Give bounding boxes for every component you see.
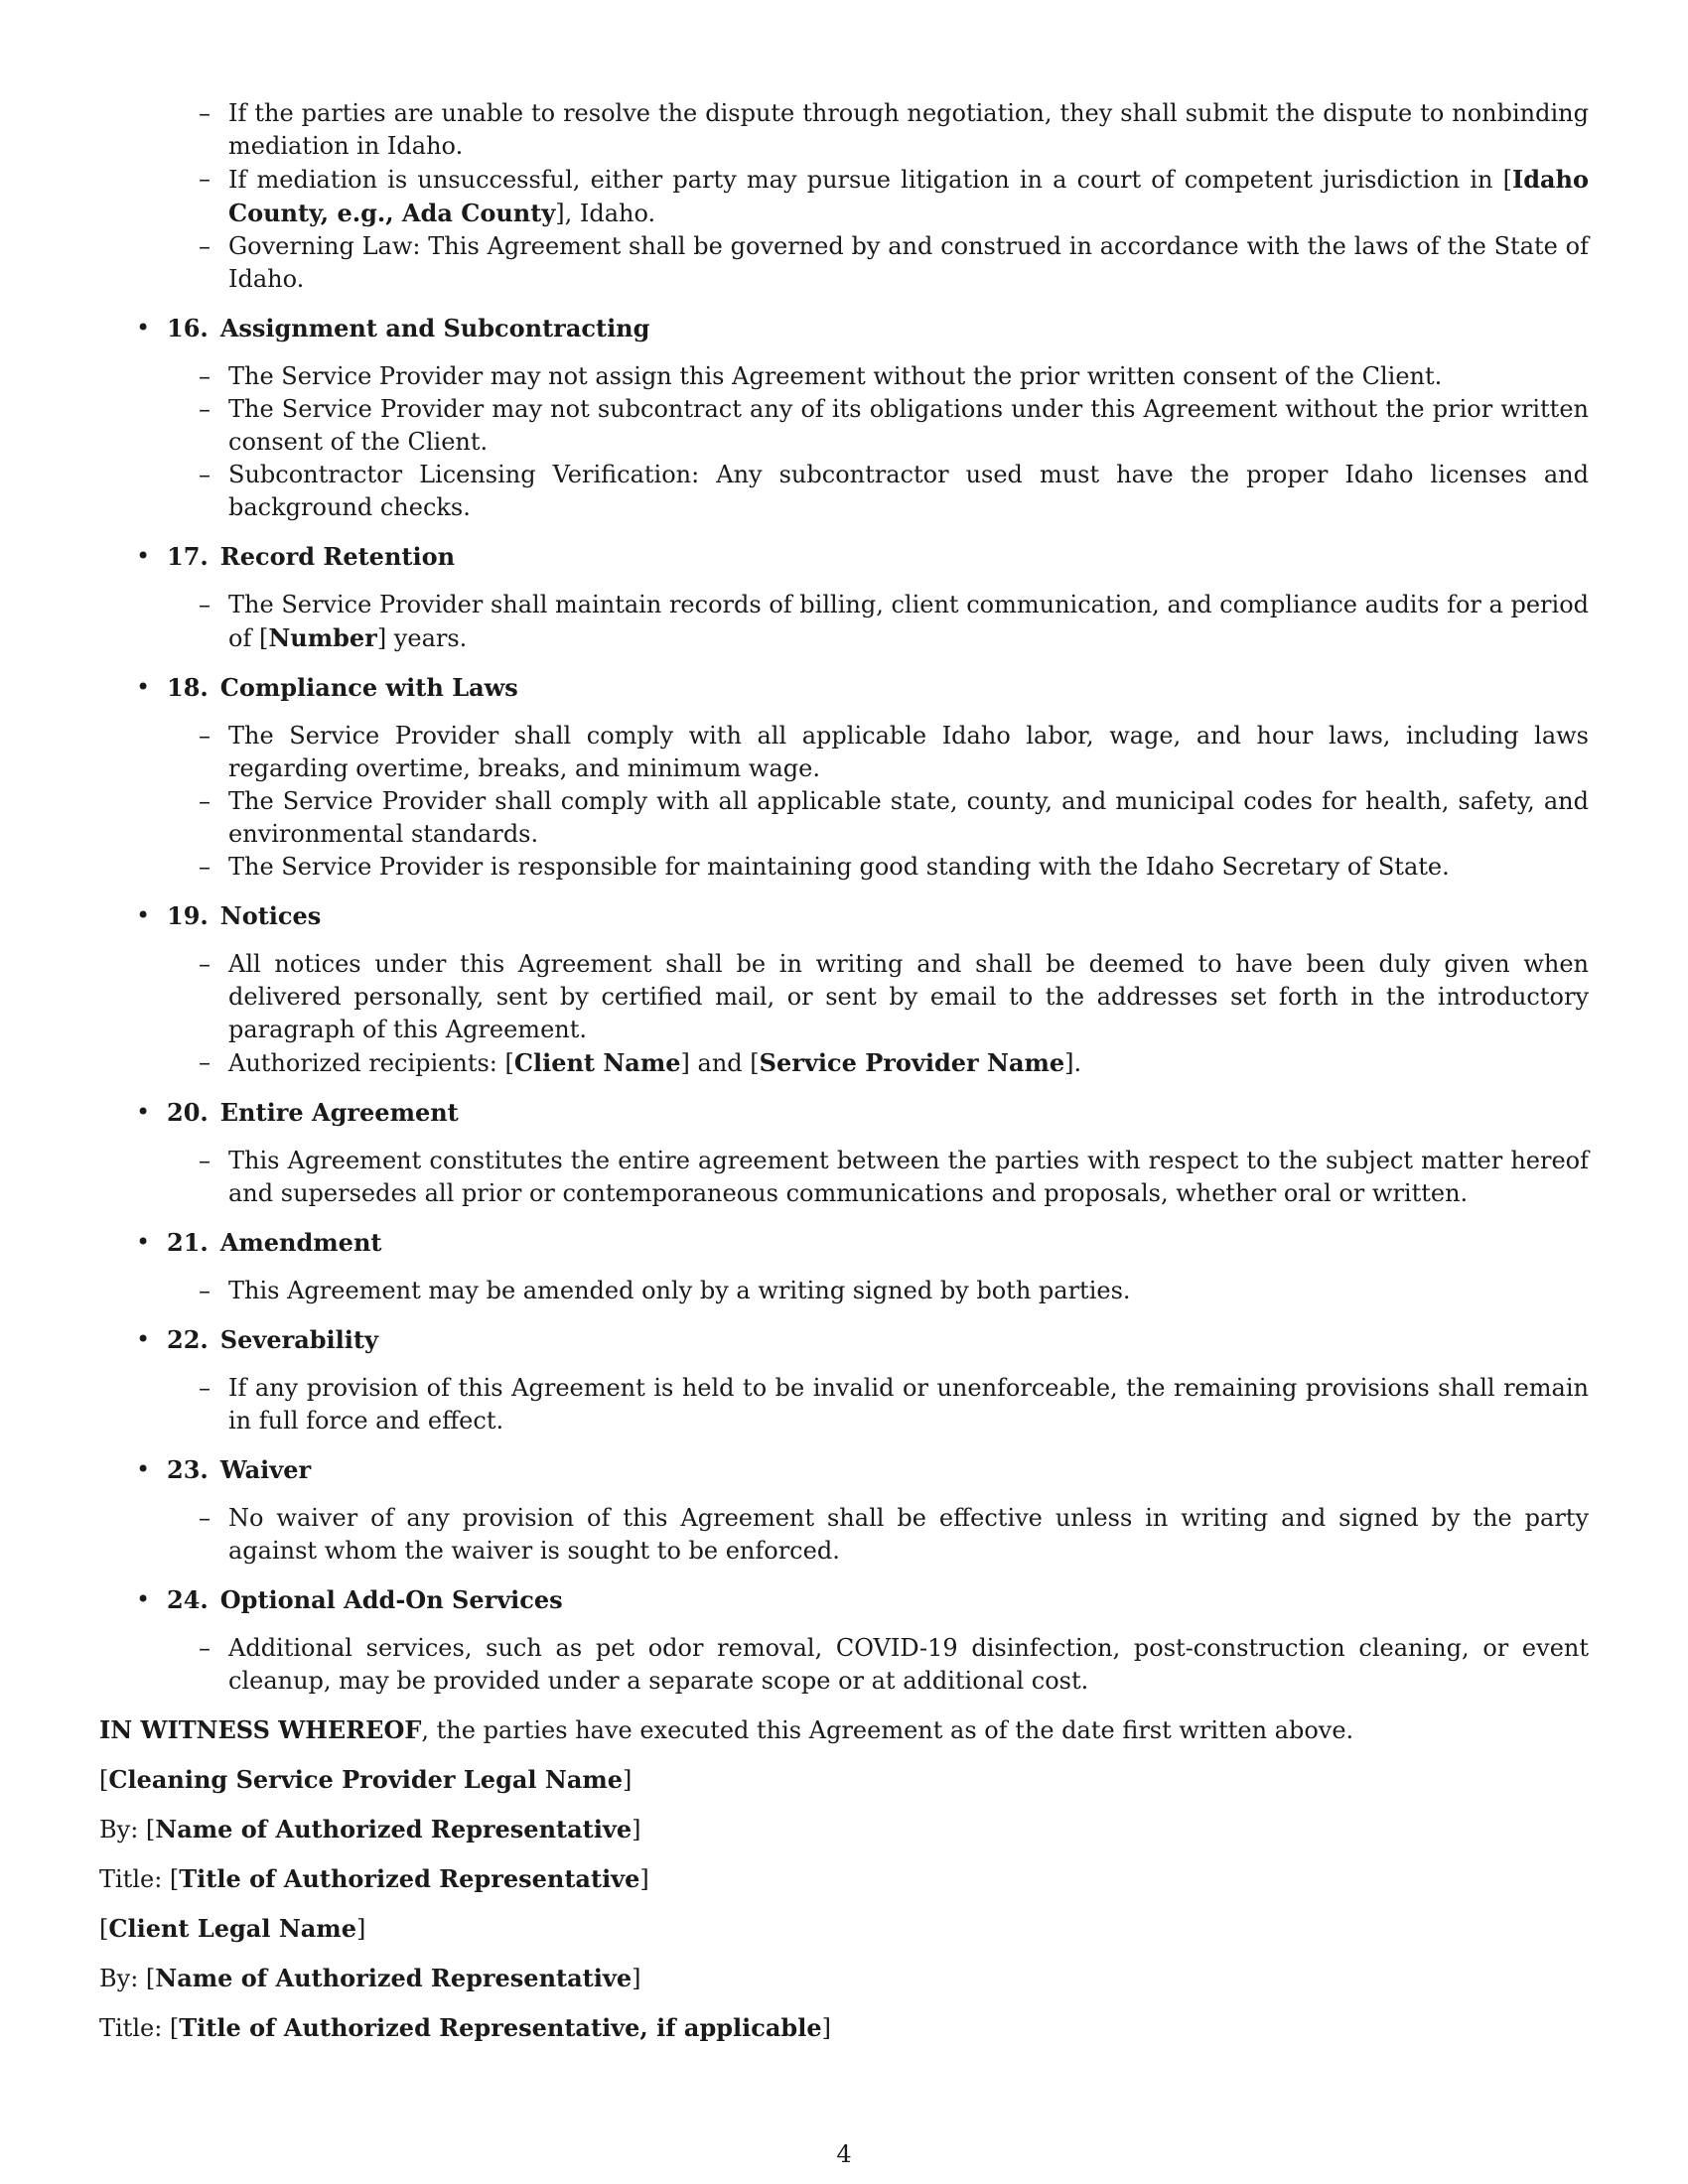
item-text: Governing Law: This Agreement shall be governed by and construed in accordance with the laws of the State of Idaho. [228,232,1589,293]
list-item [99,589,1589,655]
item-text: The Service Provider is responsible for maintaining good standing with the Idaho Secretary of State. [228,853,1450,881]
sig-prefix: Title: [ [99,2014,180,2042]
dash-marker: – [199,1277,211,1304]
signature-block [99,1763,1589,2045]
continued-item [99,97,1589,163]
sig-placeholder: Title of Authorized Representative [179,1864,640,1893]
section-heading [99,1583,1589,1616]
dash-marker: – [199,722,211,750]
section-heading [99,671,1589,704]
signature-line [99,1763,1589,1797]
sig-prefix: [ [99,1766,109,1794]
sig-suffix: ] [821,2014,831,2042]
sig-suffix: ] [623,1766,633,1794]
document-page [99,97,1589,2045]
item-text: Authorized recipients: [ [228,1049,514,1077]
section-items [99,1632,1589,1698]
section-number: 16. [167,314,209,342]
section-number: 22. [167,1325,209,1354]
item-text: This Agreement constitutes the entire agreement between the parties with respect to the subject matter hereof and supersedes all prior or contemporaneous communications and proposals, whether oral or written. [228,1147,1589,1207]
section-number: 24. [167,1585,209,1614]
section-title: Notices [219,901,322,930]
placeholder-county: Idaho County, e.g., Ada County [228,165,1589,227]
section-23 [99,1453,1589,1568]
section-number: 17. [167,542,209,571]
sig-suffix: ] [632,1965,641,1992]
section-heading [99,312,1589,344]
bullet-marker: • [136,1228,151,1256]
sig-prefix: [ [99,1915,109,1943]
section-number: 18. [167,673,209,702]
list-item [99,1046,1589,1080]
section-22 [99,1323,1589,1437]
sig-suffix: ] [632,1816,641,1843]
signature-line [99,1912,1589,1946]
placeholder-number: Number [268,623,377,652]
dash-marker: – [199,1634,211,1662]
dash-marker: – [199,1048,211,1076]
section-items [99,948,1589,1080]
dash-marker: – [199,362,211,390]
item-text: If the parties are unable to resolve the dispute through negotiation, they shall submit the dispute to nonbinding mediation in Idaho. [228,99,1589,160]
witness-clause [99,1713,1589,1747]
placeholder-client-name: Client Name [513,1048,681,1077]
bullet-marker: • [136,1325,151,1353]
item-text: The Service Provider may not assign this Agreement without the prior written consent of the Client. [228,362,1443,390]
item-text: The Service Provider shall maintain records of billing, client communication, and compliance audits for a period of [ [228,591,1589,652]
list-item [99,851,1589,884]
continued-item [99,163,1589,230]
sig-prefix: By: [ [99,1816,156,1843]
item-text: The Service Provider may not subcontract any of its obligations under this Agreement without the prior written consent of the Client. [228,395,1589,456]
item-text: No waiver of any provision of this Agreement shall be effective unless in writing and signed by the party against whom the waiver is sought to be enforced. [228,1504,1589,1565]
witness-text: , the parties have executed this Agreement as of the date first written above. [421,1716,1354,1744]
bullet-marker: • [136,542,151,570]
section-number: 23. [167,1455,209,1484]
list-item [99,360,1589,393]
bullet-marker: • [136,901,151,929]
section-items [99,589,1589,655]
item-text: This Agreement may be amended only by a writing signed by both parties. [228,1277,1131,1304]
list-item [99,948,1589,1046]
sig-placeholder: Cleaning Service Provider Legal Name [108,1765,624,1794]
section-18 [99,671,1589,884]
bullet-marker: • [136,1585,151,1613]
list-item [99,1632,1589,1698]
dash-marker: – [199,787,211,815]
item-text: All notices under this Agreement shall be in writing and shall be deemed to have been duly given when delivered personally, sent by certified mail, or sent by email to the addresses set forth in the introductory paragraph of this Agreement. [228,950,1589,1043]
dash-marker: – [199,1147,211,1174]
item-text: Additional services, such as pet odor removal, COVID-19 disinfection, post-construction cleaning, or event cleanup, may be provided under a separate scope or at additional cost. [228,1634,1589,1695]
section-items [99,1145,1589,1210]
section-heading [99,1226,1589,1259]
dash-marker: – [199,99,211,127]
list-item [99,720,1589,785]
section-number: 19. [167,901,209,930]
section-title: Severability [219,1325,378,1354]
dash-marker: – [199,1374,211,1402]
continued-items [99,97,1589,296]
list-item [99,1372,1589,1437]
dash-marker: – [199,232,211,260]
section-title: Entire Agreement [219,1098,459,1127]
sig-prefix: Title: [ [99,1865,180,1893]
sig-placeholder: Title of Authorized Representative, if applicable [179,2013,822,2042]
section-title: Compliance with Laws [219,673,518,702]
section-21 [99,1226,1589,1307]
section-19 [99,899,1589,1080]
section-number: 20. [167,1098,209,1127]
item-text: If mediation is unsuccessful, either party may pursue litigation in a court of competent jurisdiction in [ [228,166,1512,194]
sig-placeholder: Name of Authorized Representative [155,1964,633,1992]
dash-marker: – [199,165,211,193]
signature-line [99,1862,1589,1896]
section-title: Waiver [219,1455,312,1484]
signature-line [99,1813,1589,1846]
section-items [99,1502,1589,1568]
section-items [99,720,1589,884]
bullet-marker: • [136,673,151,701]
dash-marker: – [199,1504,211,1532]
dash-marker: – [199,853,211,881]
list-item [99,1502,1589,1568]
sig-placeholder: Name of Authorized Representative [155,1815,633,1843]
placeholder-provider-name: Service Provider Name [759,1048,1065,1077]
item-text: ] and [ [680,1049,760,1077]
list-item [99,1275,1589,1307]
section-title: Optional Add-On Services [219,1585,563,1614]
section-items [99,1372,1589,1437]
bullet-marker: • [136,1455,151,1483]
list-item [99,393,1589,459]
dash-marker: – [199,591,211,618]
section-17 [99,540,1589,655]
section-24 [99,1583,1589,1698]
dash-marker: – [199,950,211,978]
continued-item [99,230,1589,296]
item-text: If any provision of this Agreement is held to be invalid or unenforceable, the remaining provisions shall remain in full force and effect. [228,1374,1589,1434]
section-20 [99,1096,1589,1210]
list-item [99,1145,1589,1210]
sig-placeholder: Client Legal Name [108,1914,356,1943]
item-text: ], Idaho. [555,200,656,227]
section-heading [99,1096,1589,1129]
item-text: ]. [1064,1049,1082,1077]
section-heading [99,1323,1589,1356]
section-title: Record Retention [219,542,456,571]
signature-line [99,2011,1589,2045]
signature-line [99,1962,1589,1995]
item-text: The Service Provider shall comply with all applicable state, county, and municipal codes for health, safety, and environmental standards. [228,787,1589,848]
item-text: ] years. [376,624,468,652]
item-text: Subcontractor Licensing Verification: Any subcontractor used must have the proper Idaho licenses and background checks. [228,461,1589,521]
section-heading [99,899,1589,932]
section-items [99,360,1589,524]
dash-marker: – [199,461,211,488]
section-items [99,1275,1589,1307]
section-title: Assignment and Subcontracting [219,314,650,342]
sig-suffix: ] [639,1865,649,1893]
item-text: The Service Provider shall comply with all applicable Idaho labor, wage, and hour laws, including laws regarding overtime, breaks, and minimum wage. [228,722,1589,782]
section-16 [99,312,1589,524]
section-heading [99,1453,1589,1486]
section-number: 21. [167,1228,209,1257]
bullet-marker: • [136,1098,151,1126]
list-item [99,785,1589,851]
section-title: Amendment [219,1228,382,1257]
section-heading [99,540,1589,573]
dash-marker: – [199,395,211,423]
bullet-marker: • [136,314,151,341]
page-number: 4 [836,2140,852,2168]
sig-suffix: ] [355,1915,366,1943]
list-item [99,459,1589,524]
witness-heading: IN WITNESS WHEREOF [99,1715,422,1744]
sig-prefix: By: [ [99,1965,156,1992]
